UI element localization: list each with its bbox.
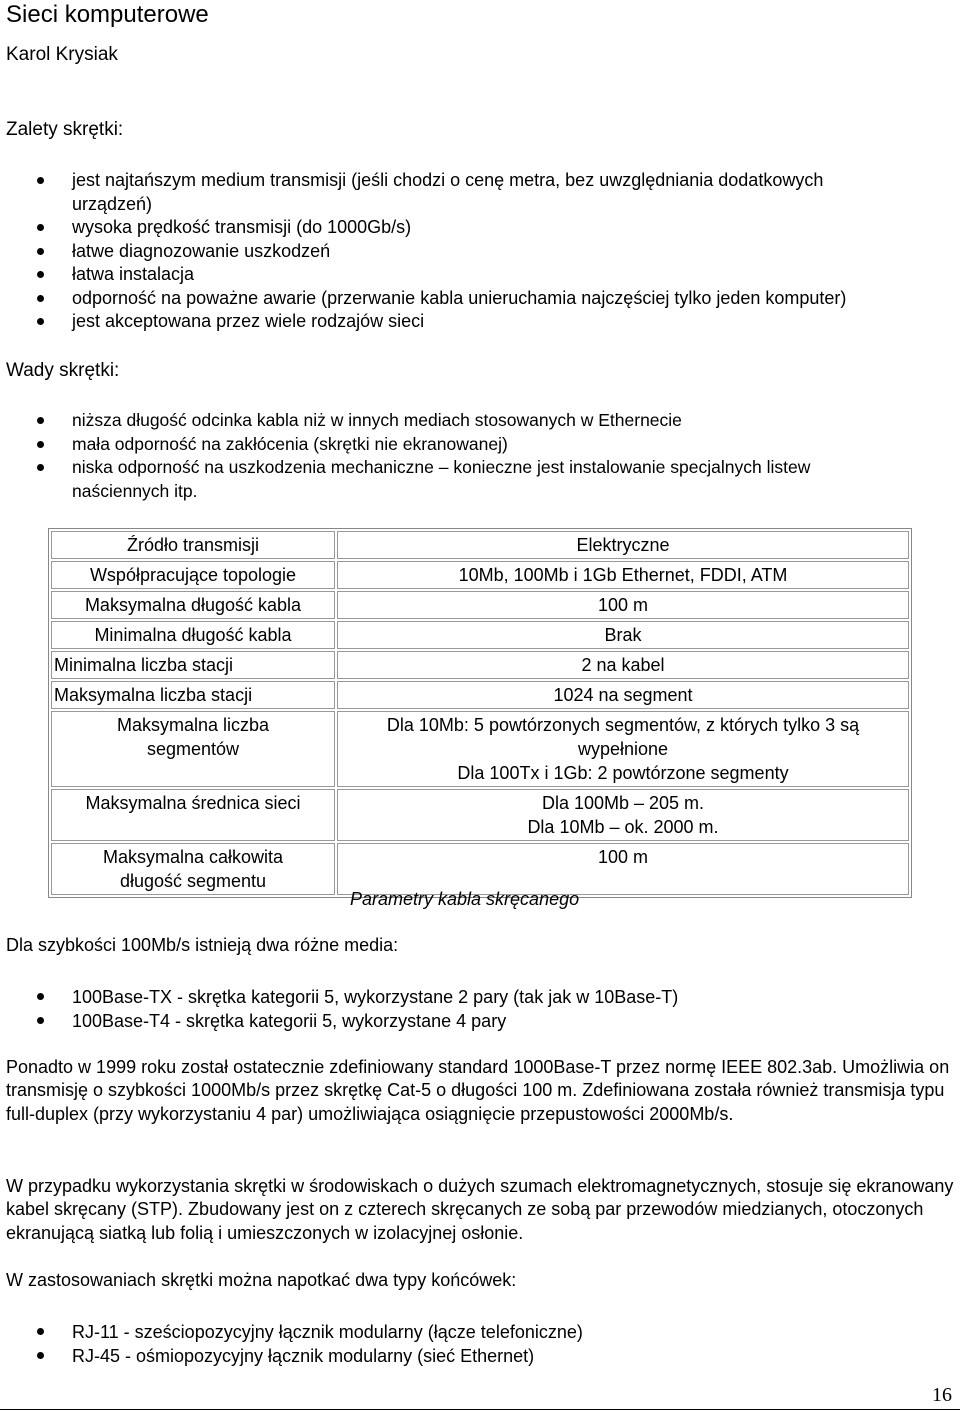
page-bottom-rule [0,1409,960,1410]
disadvantages-list [0,409,810,503]
list-item: RJ-11 - sześciopozycyjny łącznik modularny (łącze telefoniczne) [0,1320,583,1344]
table-cell-value: Dla 10Mb: 5 powtórzonych segmentów, z których tylko 3 są wypełnione Dla 100Tx i 1Gb: 2 powtórzone segmenty [337,711,909,787]
bullet-icon [37,441,44,448]
table-cell-label: Maksymalna średnica sieci [51,789,335,841]
list-item: niska odporność na uszkodzenia mechaniczne – konieczne jest instalowanie specjalnych listew [0,456,810,480]
media-heading: Dla szybkości 100Mb/s istnieją dwa różne media: [6,935,399,955]
list-item: jest akceptowana przez wiele rodzajów sieci [0,310,846,334]
bullet-icon [37,417,44,424]
table-cell-value: 2 na kabel [337,651,909,679]
list-item: RJ-45 - ośmiopozycyjny łącznik modularny (sieć Ethernet) [0,1344,583,1368]
table-cell-label: Minimalna długość kabla [51,621,335,649]
table-cell-value: Elektryczne [337,531,909,559]
bullet-icon [37,464,44,471]
list-item: łatwe diagnozowanie uszkodzeń [0,240,846,264]
list-item-continuation: naściennych itp. [72,480,198,501]
bullet-icon [37,295,44,302]
bullet-icon [37,1328,44,1335]
table-caption: Parametry kabla skręcanego [350,889,580,909]
table-cell-label: Współpracujące topologie [51,561,335,589]
table-cell-value: 100 m [337,591,909,619]
table-row [51,789,909,841]
table-cell-value: 1024 na segment [337,681,909,709]
list-item: jest najtańszym medium transmisji (jeśli chodzi o cenę metra, bez uwzględniania dodatkowych [0,169,846,193]
connectors-list [0,1320,583,1368]
paragraph: Ponadto w 1999 roku został ostatecznie zdefiniowany standard 1000Base-T przez normę IEEE 802.3ab. Umożliwia on transmisję o szybkości 1000Mb/s przez skrętkę Cat-5 o długości 100 m. Zdefiniowana została również transmisja typu full-duplex (przy wykorzystaniu 4 par) umożliwiająca osiągnięcie przepustowości 2000Mb/s. [6,1057,950,1124]
table-row [51,531,909,559]
table-row [51,651,909,679]
bullet-icon [37,993,44,1000]
table-cell-label: Minimalna liczba stacji [51,651,335,679]
paragraph: W zastosowaniach skrętki można napotkać dwa typy końcówek: [6,1270,517,1290]
table-row [51,711,909,787]
media-list [0,985,678,1033]
table-cell-value: 10Mb, 100Mb i 1Gb Ethernet, FDDI, ATM [337,561,909,589]
disadvantages-heading: Wady skrętki: [6,360,120,381]
bullet-icon [37,1352,44,1359]
table-cell-label: Maksymalna długość kabla [51,591,335,619]
bullet-icon [37,177,44,184]
bullet-icon [37,318,44,325]
list-item: mała odporność na zakłócenia (skrętki nie ekranowanej) [0,433,810,457]
list-item: wysoka prędkość transmisji (do 1000Gb/s) [0,216,846,240]
bullet-icon [37,248,44,255]
bullet-icon [37,1017,44,1024]
list-item: odporność na poważne awarie (przerwanie kabla unieruchamia najczęściej tylko jeden komputer) [0,287,846,311]
list-item-continuation: urządzeń) [72,193,153,214]
table-cell-label: Maksymalna całkowita długość segmentu [51,843,335,895]
table-row [51,561,909,589]
list-item: łatwa instalacja [0,263,846,287]
document-title: Sieci komputerowe [6,1,209,28]
list-item: 100Base-TX - skrętka kategorii 5, wykorzystane 2 pary (tak jak w 10Base-T) [0,985,678,1009]
bullet-icon [37,271,44,278]
list-item: niższa długość odcinka kabla niż w innych mediach stosowanych w Ethernecie [0,409,810,433]
table-cell-label: Źródło transmisji [51,531,335,559]
bullet-icon [37,224,44,231]
cable-parameters-table [48,528,912,898]
page-number: 16 [932,1384,952,1406]
table-cell-label: Maksymalna liczba segmentów [51,711,335,787]
table-cell-value: 100 m [337,843,909,895]
table-row [51,591,909,619]
table-cell-value: Dla 100Mb – 205 m. Dla 10Mb – ok. 2000 m. [337,789,909,841]
table-row [51,621,909,649]
advantages-list [0,169,846,334]
paragraph: W przypadku wykorzystania skrętki w środowiskach o dużych szumach elektromagnetycznych, stosuje się ekranowany kabel skręcany (STP). Zbudowany jest on z czterech skręcanych ze sobą par przewodów miedzianych, otoczonych ekranującą siatką lub folią i umieszczonych w izolacyjnej osłonie. [6,1176,954,1243]
advantages-heading: Zalety skrętki: [6,119,124,140]
table-row [51,681,909,709]
table-cell-value: Brak [337,621,909,649]
list-item: 100Base-T4 - skrętka kategorii 5, wykorzystane 4 pary [0,1009,678,1033]
document-author: Karol Krysiak [6,44,118,65]
table-cell-label: Maksymalna liczba stacji [51,681,335,709]
